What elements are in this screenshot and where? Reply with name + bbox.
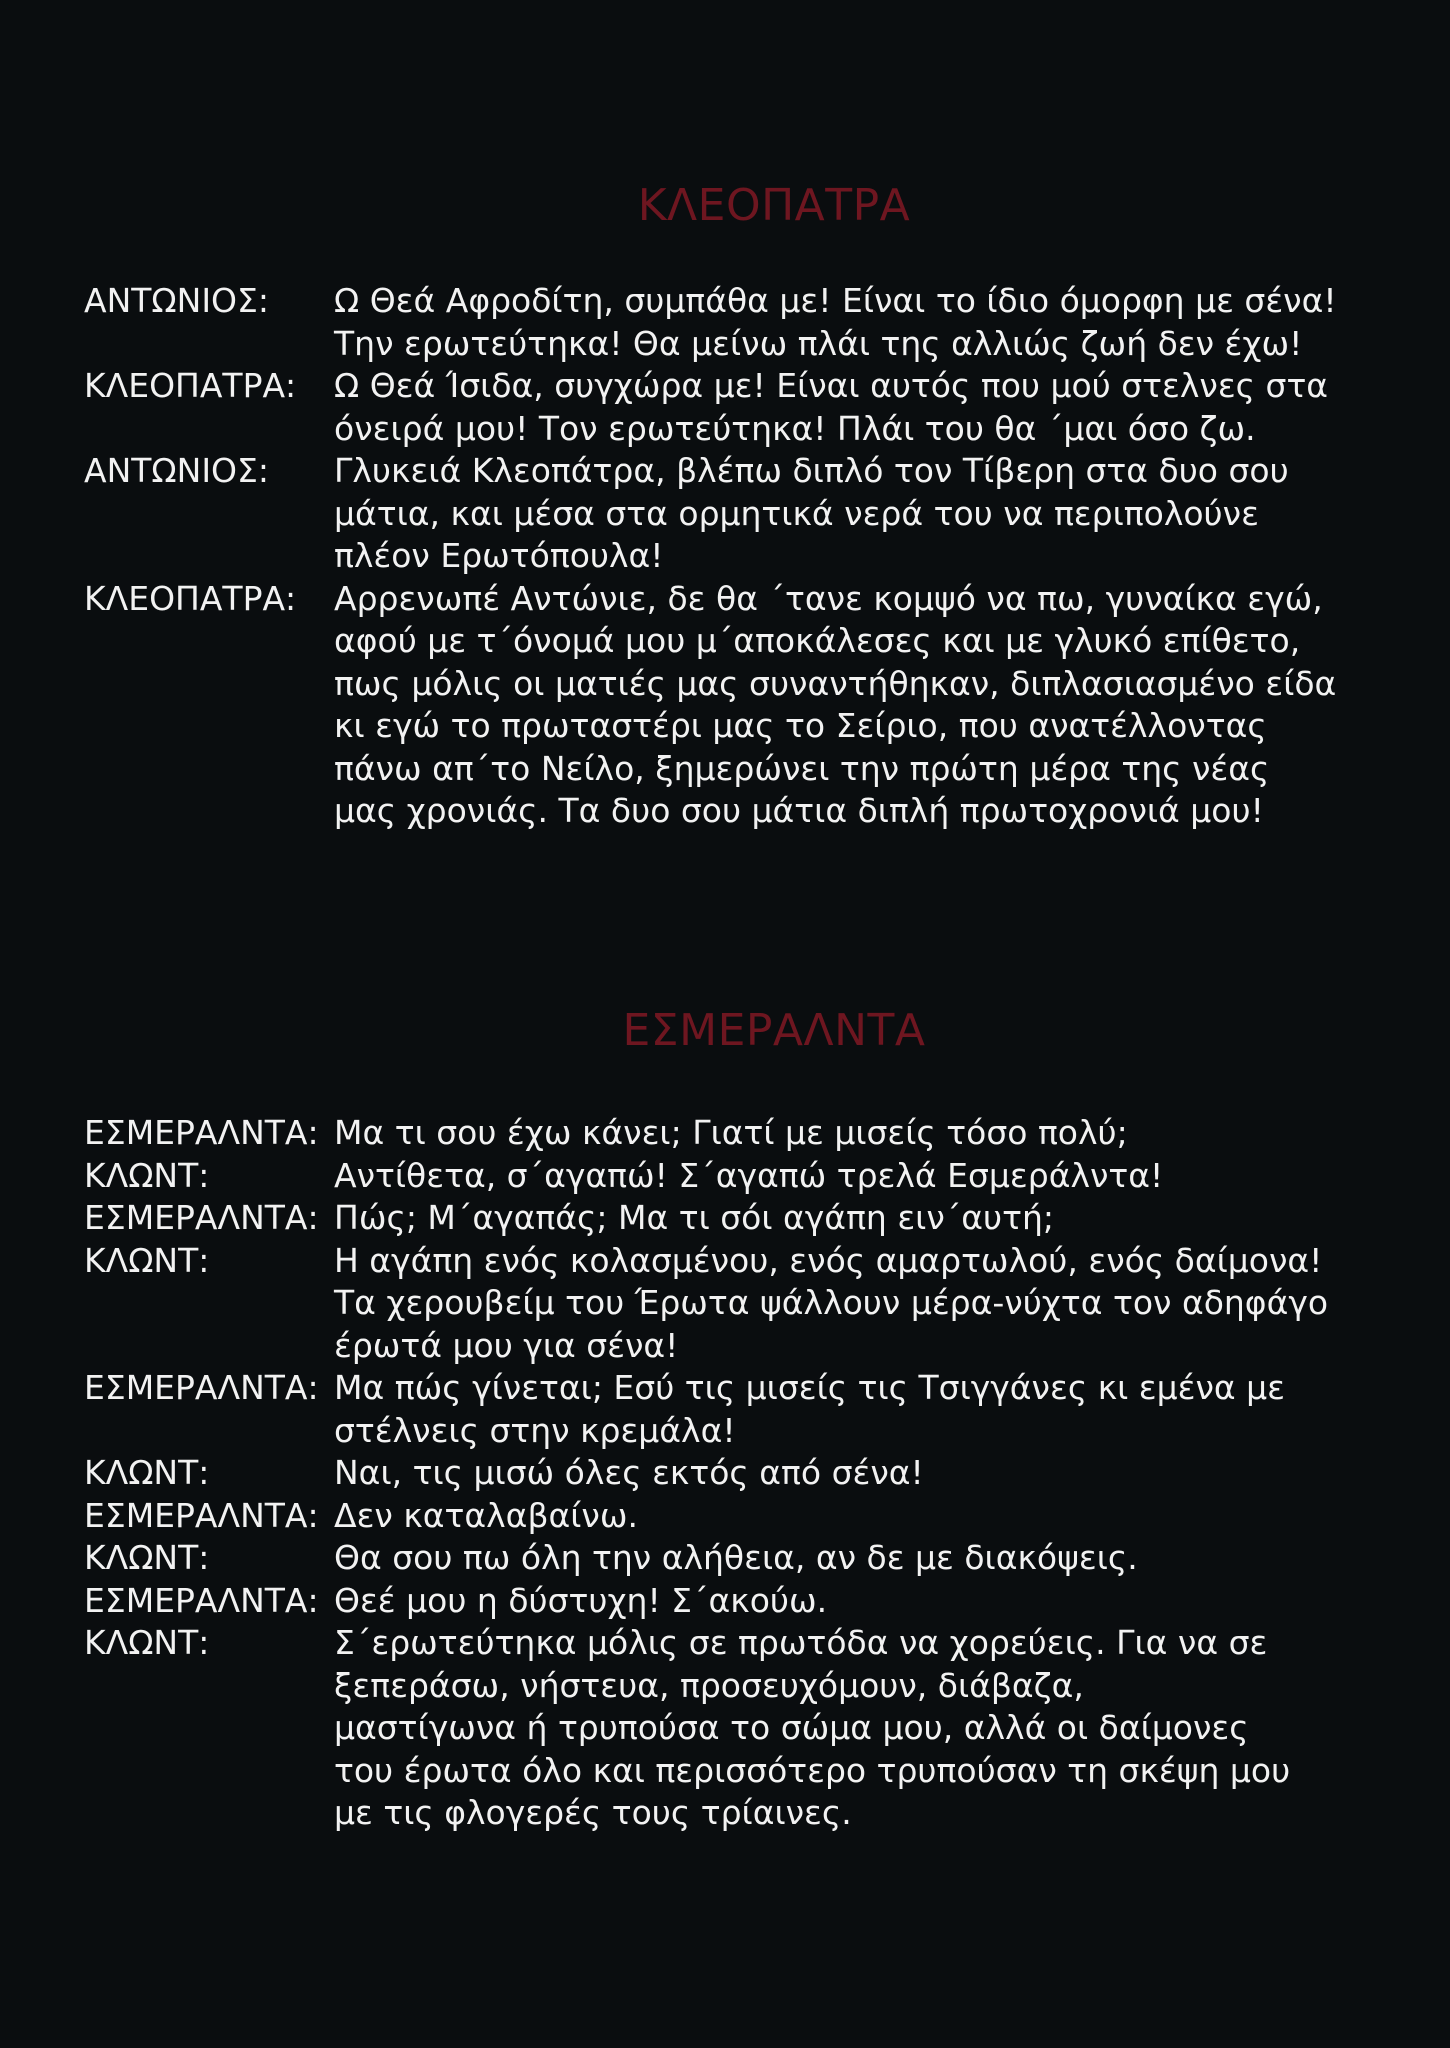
dialogue-line — [84, 578, 1404, 833]
speech-text: Θα σου πω όλη την αλήθεια, αν δε με διακόψεις. — [334, 1538, 1138, 1577]
speech-text: Ναι, τις μισώ όλες εκτός από σένα! — [334, 1453, 924, 1492]
speaker-name: ΚΛΩΝΤ: — [84, 1623, 210, 1662]
speaker-name: ΚΛΕΟΠΑΤΡΑ: — [84, 366, 297, 405]
speaker-name: ΑΝΤΩΝΙΟΣ: — [84, 451, 269, 490]
dialogue-line — [84, 1197, 1404, 1240]
speaker-name: ΕΣΜΕΡΑΛΝΤΑ: — [84, 1113, 319, 1152]
speech-text: Η αγάπη ενός κολασμένου, ενός αμαρτωλού, ενός δαίμονα! Τα χερουβείμ του Έρωτα ψάλλουν μέρα-νύχτα τον αδηφάγο έρωτά μου για σένα! — [334, 1240, 1329, 1365]
dialogue-line — [84, 365, 1404, 450]
speech-text: Μα πώς γίνεται; Εσύ τις μισείς τις Τσιγγάνες κι εμένα με στέλνεις στην κρεμάλα! — [334, 1368, 1285, 1450]
speech-text: Μα τι σου έχω κάνει; Γιατί με μισείς τόσο πολύ; — [334, 1113, 1128, 1152]
speaker-name: ΕΣΜΕΡΑΛΝΤΑ: — [84, 1495, 319, 1535]
dialogue-line — [84, 280, 1404, 365]
speaker-name: ΚΛΩΝΤ: — [84, 1453, 210, 1492]
speech-text: Αρρενωπέ Αντώνιε, δε θα ΄τανε κομψό να πω, γυναίκα εγώ, αφού με τ΄όνομά μου μ΄αποκάλεσες και με γλυκό επίθετο, πως μόλις οι ματιές μας συναντήθηκαν, διπλασιασμένο είδα κι εγώ το πρωταστέρι μας το Σείριο, που ανατέλλοντας πάνω απ΄το Νείλο, ξημερώνει την πρώτη μέρα της νέας μας χρονιάς. Τα δυο σου μάτια διπλή πρωτοχρονιά μου! — [334, 578, 1337, 830]
speaker-name: ΕΣΜΕΡΑΛΝΤΑ: — [84, 1580, 319, 1620]
speaker-name: ΚΛΩΝΤ: — [84, 1155, 210, 1195]
speech-text: Θεέ μου η δύστυχη! Σ΄ακούω. — [334, 1580, 828, 1620]
dialogue — [84, 1112, 1404, 1835]
dialogue-line — [84, 1452, 1404, 1495]
speaker-name: ΚΛΕΟΠΑΤΡΑ: — [84, 578, 297, 618]
dialogue — [84, 280, 1404, 833]
speaker-name: ΕΣΜΕΡΑΛΝΤΑ: — [84, 1198, 319, 1237]
speaker-name: ΑΝΤΩΝΙΟΣ: — [84, 281, 269, 320]
section-title: ΚΛΕΟΠΑΤΡΑ — [637, 180, 911, 231]
speech-text: Γλυκειά Κλεοπάτρα, βλέπω διπλό τον Τίβερη στα δυο σου μάτια, και μέσα στα ορμητικά νερά του να περιπολούνε πλέον Ερωτόπουλα! — [334, 451, 1289, 575]
speech-text: Σ΄ερωτεύτηκα μόλις σε πρωτόδα να χορεύεις. Για να σε ξεπεράσω, νήστευα, προσευχόμουν, διάβαζα, μαστίγωνα ή τρυπούσα το σώμα μου, αλλά οι δαίμονες του έρωτα όλο και περισσότερο τρυπούσαν τη σκέψη μου με τις φλογερές τους τρίαινες. — [334, 1623, 1291, 1832]
speech-text: Δεν καταλαβαίνω. — [334, 1495, 638, 1535]
dialogue-line — [84, 1112, 1404, 1155]
speech-text: Πώς; Μ΄αγαπάς; Μα τι σόι αγάπη ειν΄αυτή; — [334, 1198, 1055, 1237]
speaker-name: ΚΛΩΝΤ: — [84, 1240, 210, 1280]
dialogue-line — [84, 450, 1404, 578]
scene-esmeralda — [84, 1003, 1404, 1832]
speech-text: Ω Θεά Αφροδίτη, συμπάθα με! Είναι το ίδιο όμορφη με σένα! Την ερωτεύτηκα! Θα μείνω πλάι της αλλιώς ζωή δεν έχω! — [334, 281, 1337, 363]
dialogue-line — [84, 1622, 1404, 1835]
dialogue-line — [84, 1537, 1404, 1580]
speaker-name: ΚΛΩΝΤ: — [84, 1538, 210, 1577]
speech-text: Ω Θεά Ίσιδα, συγχώρα με! Είναι αυτός που μού στελνες στα όνειρά μου! Τον ερωτεύτηκα! Πλάι του θα ΄μαι όσο ζω. — [334, 366, 1329, 448]
dialogue-line — [84, 1155, 1404, 1198]
speech-text: Αντίθετα, σ΄αγαπώ! Σ΄αγαπώ τρελά Εσμεράλντα! — [334, 1155, 1164, 1195]
dialogue-line — [84, 1240, 1404, 1368]
section-title: ΕΣΜΕΡΑΛΝΤΑ — [622, 1005, 926, 1056]
dialogue-line — [84, 1495, 1404, 1538]
dialogue-line — [84, 1367, 1404, 1452]
dialogue-line — [84, 1580, 1404, 1623]
speaker-name: ΕΣΜΕΡΑΛΝΤΑ: — [84, 1368, 319, 1407]
scene-cleopatra — [84, 178, 1404, 830]
